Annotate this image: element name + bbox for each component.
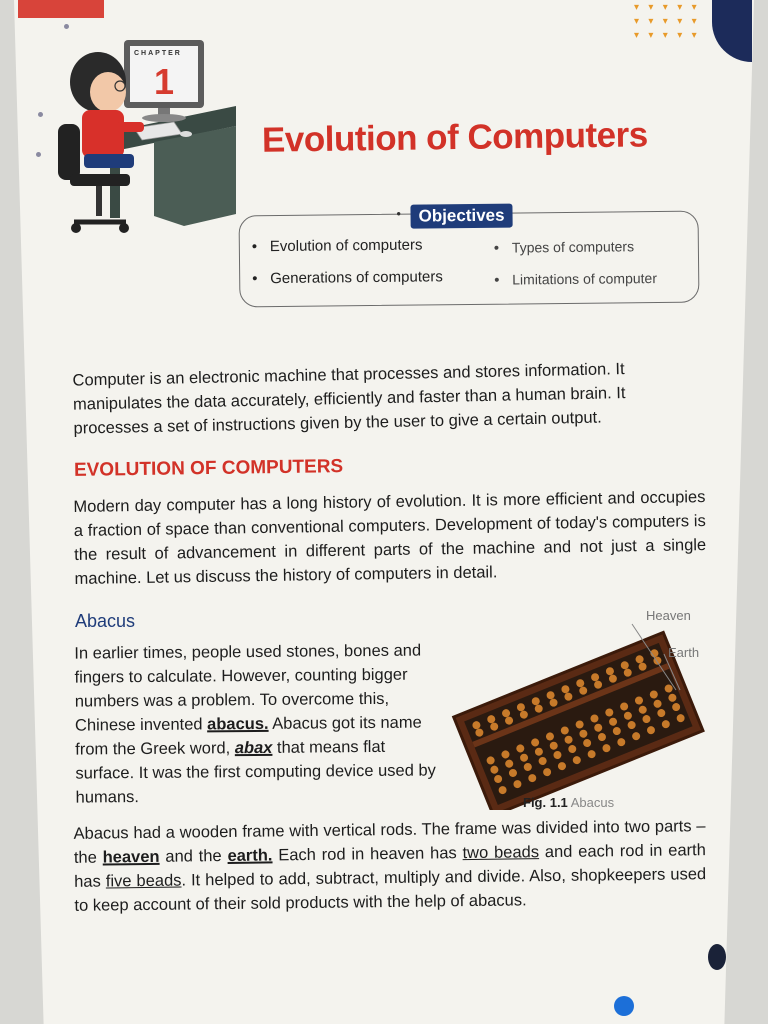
- chapter-number: 1: [154, 61, 175, 102]
- margin-dot: [64, 24, 69, 29]
- objective-item: • Types of computers: [512, 238, 634, 255]
- figure-caption: Fig. 1.1 Abacus: [523, 795, 615, 810]
- chapter-label: CHAPTER: [134, 50, 182, 57]
- term-abacus: abacus.: [207, 714, 269, 734]
- objective-item: • Evolution of computers: [270, 236, 423, 255]
- objectives-box: [239, 205, 700, 308]
- objectives-heading: • Objectives: [410, 204, 512, 229]
- term-abax: abax: [234, 738, 273, 758]
- margin-dot: [38, 112, 43, 117]
- figure-label-heaven: Heaven: [646, 608, 691, 623]
- term-earth: earth.: [227, 846, 273, 865]
- term-two-beads: two beads: [462, 843, 540, 863]
- abacus-description: Abacus had a wooden frame with vertical rods. The frame was divided into two parts – the heaven and the earth. Each rod in heaven has two beads and each rod in earth has five beads. It helped to add, subtract, multiply and divide. Also, shopkeepers used to keep account of their sold products with the help of abacus.: [73, 817, 707, 915]
- subsection-heading: Abacus: [75, 611, 136, 631]
- page-marker-dot: [614, 996, 634, 1016]
- top-red-band: [18, 0, 104, 18]
- margin-dot: [36, 152, 41, 157]
- figure-label-earth: Earth: [668, 645, 700, 660]
- section-heading: EVOLUTION OF COMPUTERS: [73, 456, 344, 481]
- section-paragraph: Modern day computer has a long history of evolution. It is more efficient and occupies a fraction of space than conventional computers. Development of today's computers is the result of advancement in different parts of the machine and not just a single machine. Let us discuss the history of computers in detail.: [73, 488, 707, 588]
- objective-item: • Limitations of computer: [512, 270, 657, 288]
- chapter-illustration: [54, 36, 240, 250]
- page-edge-shadow: [708, 944, 726, 970]
- abacus-paragraph: In earlier times, people used stones, bones and fingers to calculate. However, counting bigger numbers was a problem. To overcome this, Chinese invented abacus. Abacus got its name from the Greek word, abax that means flat surface. It was the first computing device used by humans.: [74, 641, 436, 807]
- term-five-beads: five beads: [105, 871, 182, 891]
- chapter-title: Evolution of Computers: [261, 115, 648, 160]
- intro-paragraph: Computer is an electronic machine that processes and stores information. It manipulates the data accurately, efficiently and faster than a human brain. It processes a set of instructions given by the user to give a certain output.: [72, 360, 626, 438]
- objective-item: • Generations of computers: [270, 268, 443, 287]
- decorative-dot-grid: ▾ ▾ ▾ ▾ ▾ ▾ ▾ ▾ ▾ ▾ ▾ ▾ ▾ ▾ ▾: [634, 2, 697, 41]
- term-heaven: heaven: [102, 847, 160, 867]
- abacus-image: [450, 610, 710, 810]
